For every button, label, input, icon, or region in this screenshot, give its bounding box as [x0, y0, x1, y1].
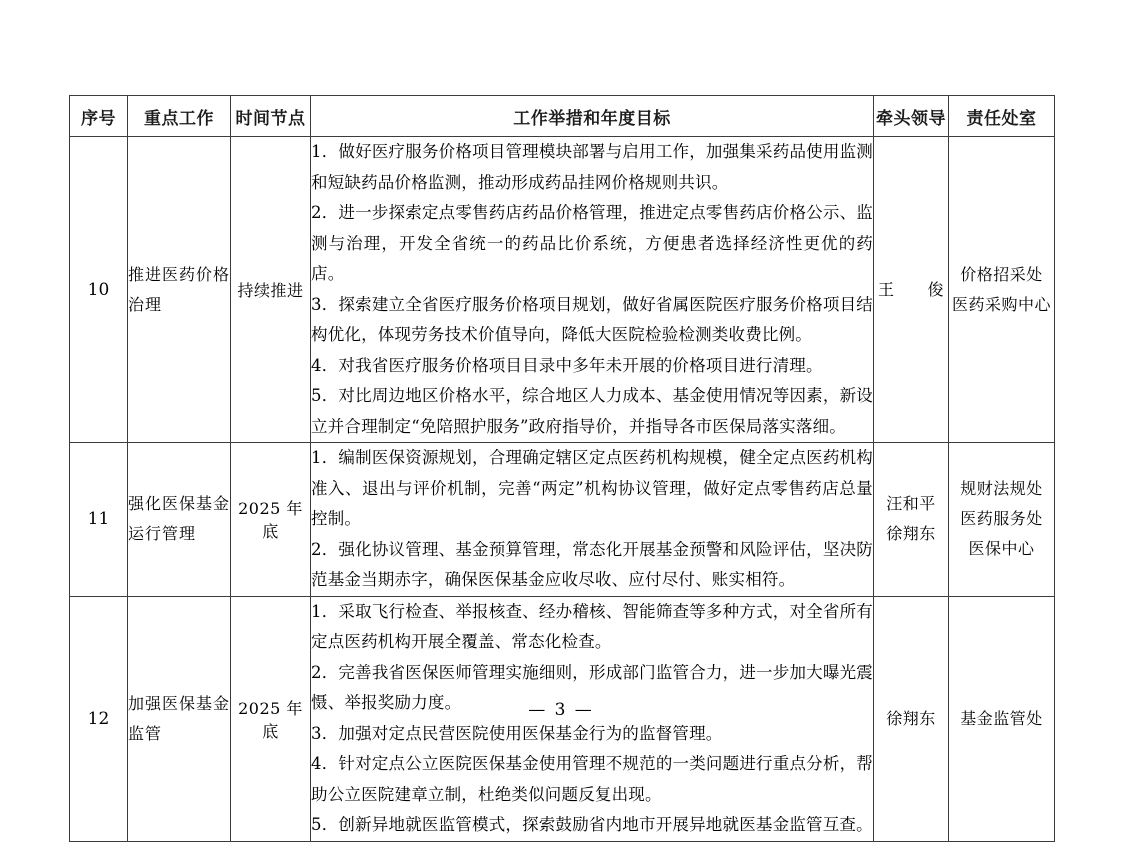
- measure-item: 1．做好医疗服务价格项目管理模块部署与启用工作，加强集采药品使用监测和短缺药品价格监测，推动形成药品挂网价格规则共识。: [311, 142, 873, 192]
- row-measures: [311, 137, 874, 443]
- table-row: [70, 443, 1055, 597]
- row-key-work: 推进医药价格治理: [128, 137, 231, 443]
- measure-item: 3．探索建立全省医疗服务价格项目规划，做好省属医院医疗服务价格项目结构优化，体现劳务技术价值导向，降低大医院检验检测类收费比例。: [311, 294, 873, 344]
- table-row: [70, 137, 1055, 443]
- measure-item: 4．针对定点公立医院医保基金使用管理不规范的一类问题进行重点分析，帮助公立医院建章立制，杜绝类似问题反复出现。: [311, 754, 873, 804]
- measure-item: 5．对比周边地区价格水平，综合地区人力成本、基金使用情况等因素，新设立并合理制定“免陪照护服务”政府指导价，并指导各市医保局落实落细。: [311, 386, 873, 436]
- row-measures: [311, 443, 874, 597]
- header-time-node: 时间节点: [231, 96, 311, 137]
- header-key-work: 重点工作: [128, 96, 231, 137]
- row-office: [949, 443, 1055, 597]
- row-key-work: 强化医保基金运行管理: [128, 443, 231, 597]
- row-office: [949, 137, 1055, 443]
- office-name: 医药采购中心: [951, 294, 1051, 314]
- measure-item: 5．创新异地就医监管模式，探索鼓励省内地市开展异地就医基金监管互查。: [311, 815, 873, 834]
- work-plan-table: [69, 95, 1055, 842]
- measure-item: 2．完善我省医保医师管理实施细则，形成部门监管合力，进一步加大曝光震慑、举报奖励力度。: [311, 662, 873, 712]
- leader-name: 王 俊: [877, 279, 944, 299]
- header-leader: 牵头领导: [874, 96, 949, 137]
- measure-item: 4．对我省医疗服务价格项目目录中多年未开展的价格项目进行清理。: [311, 355, 823, 375]
- header-office: 责任处室: [949, 96, 1055, 137]
- row-time-node: 持续推进: [231, 137, 311, 443]
- row-key-work: 加强医保基金监管: [128, 596, 231, 841]
- office-name: 医保中心: [968, 539, 1035, 559]
- measure-item: 2．强化协议管理、基金预算管理，常态化开展基金预警和风险评估，坚决防范基金当期赤字，确保医保基金应收尽收、应付尽付、账实相符。: [311, 539, 873, 589]
- office-name: 价格招采处: [960, 264, 1043, 284]
- row-time-node: 2025 年底: [231, 443, 311, 597]
- office-name: 规财法规处: [960, 479, 1043, 499]
- leader-name: 汪和平: [886, 494, 936, 514]
- leader-name: 徐翔东: [886, 524, 936, 544]
- office-name: 医药服务处: [960, 509, 1043, 529]
- measure-item: 3．加强对定点民营医院使用医保基金行为的监督管理。: [311, 723, 723, 743]
- office-name: 基金监管处: [960, 708, 1043, 728]
- row-seq: 11: [70, 443, 128, 597]
- leader-name: 徐翔东: [886, 708, 936, 728]
- row-seq: 10: [70, 137, 128, 443]
- measure-item: 1．编制医保资源规划，合理确定辖区定点医药机构规模，健全定点医药机构准入、退出与评价机制，完善“两定”机构协议管理，做好定点零售药店总量控制。: [311, 448, 873, 528]
- row-leader: [874, 137, 949, 443]
- measure-item: 2．进一步探索定点零售药店药品价格管理，推进定点零售药店价格公示、监测与治理，开发全省统一的药品比价系统，方便患者选择经济性更优的药店。: [311, 203, 873, 283]
- header-measures: 工作举措和年度目标: [311, 96, 874, 137]
- row-leader: [874, 443, 949, 597]
- row-time-node: 2025 年底: [231, 596, 311, 841]
- row-seq: 12: [70, 596, 128, 841]
- header-seq: 序号: [70, 96, 128, 137]
- table-header-row: [70, 96, 1055, 137]
- page-number: — 3 —: [528, 700, 594, 720]
- measure-item: 1．采取飞行检查、举报核查、经办稽核、智能筛查等多种方式，对全省所有定点医药机构开展全覆盖、常态化检查。: [311, 601, 873, 651]
